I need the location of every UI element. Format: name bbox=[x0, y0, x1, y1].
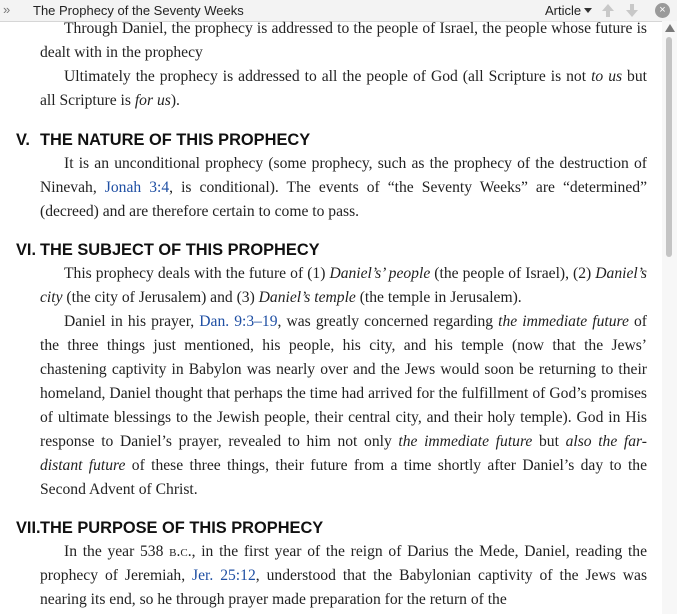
article-dropdown[interactable] bbox=[545, 3, 592, 18]
previous-arrow-icon[interactable] bbox=[601, 3, 615, 18]
scroll-up-arrow-icon[interactable] bbox=[665, 24, 675, 32]
section-heading-7: VII.THE PURPOSE OF THIS PROPHECY bbox=[16, 519, 324, 537]
article-dropdown-label: Article bbox=[545, 3, 582, 18]
section-6-paragraph-2: Daniel in his prayer, Dan. 9:3–19, was greatly concerned regarding the immediate future of the three things just mentioned, his people, his city, and his temple (now that the Jews’ chastening captivity in Babylon was nearly over and the Jews would soon be returning to their homeland, Daniel thought that perhaps the time had arrived for the fulfillment of God’s promises of ultimate blessings to the Jewish people, their central city, and their holy temple). God in His response to Daniel’s prayer, revealed to him not only the immediate future but also the far-distant future of these three things, their future from a time shortly after Daniel’s day to the Second Advent of Christ. bbox=[40, 313, 647, 498]
scripture-link-jeremiah[interactable]: Jer. 25:12 bbox=[192, 567, 256, 584]
chevron-down-icon bbox=[584, 8, 592, 13]
title-bar bbox=[0, 0, 677, 22]
scrollbar-thumb[interactable] bbox=[666, 37, 672, 257]
section-heading-5: V. THE NATURE OF THIS PROPHECY bbox=[16, 131, 311, 149]
section-6-paragraph-1: This prophecy deals with the future of (1) Daniel’s’ people (the people of Israel), (2) Daniel’s city (the city of Jerusalem) and (3) Daniel’s temple (the temple in Jerusalem). bbox=[40, 265, 647, 306]
section-heading-6: VI. THE SUBJECT OF THIS PROPHECY bbox=[16, 241, 320, 259]
expand-panel-icon[interactable]: » bbox=[3, 2, 11, 17]
intro-paragraph-2: Ultimately the prophecy is addressed to all the people of God (all Scripture is not to us but all Scripture is for us). bbox=[40, 68, 647, 109]
scripture-link-jonah[interactable]: Jonah 3:4 bbox=[104, 179, 170, 196]
document-title: The Prophecy of the Seventy Weeks bbox=[33, 3, 244, 18]
vertical-scrollbar[interactable] bbox=[662, 21, 677, 614]
section-7-paragraph-1: In the year 538 b.c., in the first year of the reign of Darius the Mede, Daniel, reading the prophecy of Jeremiah, Jer. 25:12, understood that the Babylonian captivity of the Jews was nearing its end, so he through prayer made preparation for the return of the bbox=[40, 543, 648, 608]
section-5-paragraph-1: It is an unconditional prophecy (some prophecy, such as the prophecy of the destruction of Ninevah, Jonah 3:4, is conditional). The events of “the Seventy Weeks” are “determined” (decreed) and are therefore certain to come to pass. bbox=[40, 155, 647, 220]
article-content bbox=[0, 21, 662, 614]
close-icon[interactable]: × bbox=[655, 3, 670, 18]
scripture-link-daniel[interactable]: Dan. 9:3–19 bbox=[199, 313, 278, 330]
next-arrow-icon[interactable] bbox=[625, 3, 639, 18]
intro-paragraph-1: Through Daniel, the prophecy is addressed to the people of Israel, the people whose future is dealt with in the prophecy bbox=[40, 21, 647, 61]
